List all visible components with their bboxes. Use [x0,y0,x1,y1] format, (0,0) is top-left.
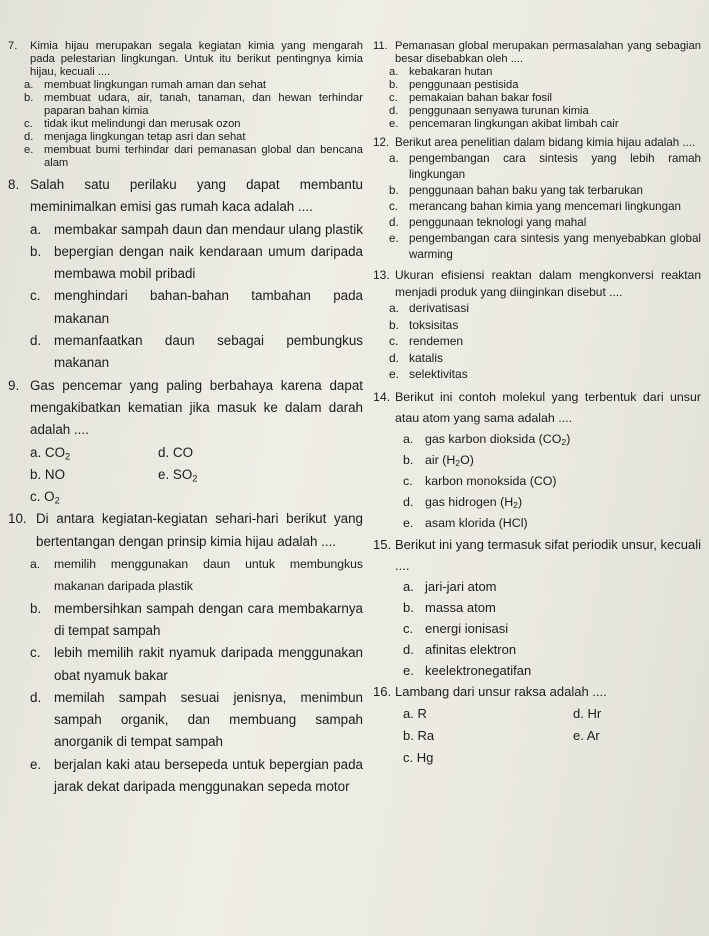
question-16 [373,681,701,770]
option-e: e. membuat bumi terhindar dari pemanasan global dan bencana alam [24,144,363,169]
option-b: b. membersihkan sampah dengan cara membakarnya di tempat sampah [30,600,363,638]
question-9 [8,375,363,509]
option-d: d. memanfaatkan daun sebagai pembungkus makanan [30,333,363,371]
question-number: 11. [373,40,388,52]
option-d: d. penggunaan senyawa turunan kimia [389,105,589,117]
question-8 [8,174,363,375]
question-text: Salah satu perilaku yang dapat membantu meminimalkan emisi gas rumah kaca adalah .... [30,177,363,215]
option-d: d. menjaga lingkungan tetap asri dan sehat [24,131,246,143]
option-e: e. keelektronegatifan [403,662,532,678]
question-15 [373,534,701,681]
question-text: Berikut area penelitian dalam bidang kimia hijau adalah .... [395,136,696,149]
option-d: d. gas hidrogen $(H_2)$ [403,494,523,510]
option-a: a. memilih menggunakan daun untuk membungkus makanan daripada plastik [30,557,363,594]
option-c: c. Hg [403,750,434,766]
option-d: d. Hr [573,705,602,721]
option-d: d. CO [158,444,193,460]
option-a: a. pengembangan cara sintesis yang lebih ramah lingkungan [389,152,701,181]
option-e: e. asam klorida (HCl) [403,515,528,530]
option-b: b. massa atom [403,599,496,615]
question-14 [373,387,701,534]
left-column [8,40,363,798]
option-d: d. afinitas elektron [403,641,517,657]
option-b: b. penggunaan bahan baku yang tak terbarukan [389,184,643,197]
option-c: c. menghindari bahan-bahan tambahan pada makanan [30,288,363,326]
question-10 [8,508,363,798]
question-text: Di antara kegiatan-kegiatan sehari-hari berikut yang bertentangan dengan prinsip kimia hijau adalah .... [36,511,363,549]
option-a: a. membakar sampah daun dan mendaur ulang plastik [30,221,363,237]
question-text: Ukuran efisiensi reaktan dalam mengkonversi reaktan menjadi produk yang diinginkan disebut .... [395,268,701,299]
question-number: 14. [373,389,391,404]
option-e: e. Ar [573,727,600,743]
question-text: Gas pencemar yang paling berbahaya karena dapat mengakibatkan kematian jika masuk ke dalam darah adalah .... [30,377,363,438]
question-number: 7. [8,40,18,52]
option-c: c. lebih memilih rakit nyamuk daripada menggunakan obat nyamuk bakar [30,645,363,683]
question-number: 8. [8,177,20,192]
option-c: c. pemakaian bahan bakar fosil [389,92,553,104]
question-13 [373,267,701,383]
option-a: a. membuat lingkungan rumah aman dan sehat [24,79,267,91]
option-a: a. jari-jari atom [403,578,497,594]
option-b: b. Ra [403,727,435,743]
right-column [373,40,701,769]
question-number: 16. [373,683,392,699]
option-b: b. penggunaan pestisida [389,79,519,91]
question-text: Pemanasan global merupakan permasalahan yang sebagian besar disebabkan oleh .... [395,40,701,65]
option-e: e. selektivitas [389,367,468,381]
question-text: Kimia hijau merupakan segala kegiatan kimia yang mengarah pada pelestarian lingkungan. Untuk itu berikut pentingnya kimia hijau, kecuali .... [30,40,363,78]
question-11 [373,40,701,131]
option-d: d. penggunaan teknologi yang mahal [389,216,587,229]
question-number: 12. [373,136,390,149]
option-c: c. merancang bahan kimia yang mencemari lingkungan [389,200,681,213]
question-text: Berikut ini yang termasuk sifat periodik unsur, kecuali .... [395,536,701,573]
option-b: b. toksisitas [389,317,459,332]
option-e: e. pengembangan cara sintesis yang menyebabkan global warming [389,232,701,261]
option-a: a. kebakaran hutan [389,66,493,78]
option-e: e. berjalan kaki atau bersepeda untuk bepergian pada jarak dekat daripada menggunakan sepeda motor [30,756,363,795]
option-c: c. $O_2$ [30,489,60,506]
option-d: d. katalis [389,350,444,365]
option-c: c. tidak ikut melindungi dan merusak ozon [24,118,241,130]
question-text: Lambang dari unsur raksa adalah .... [395,683,607,699]
option-c: c. rendemen [389,334,464,348]
option-e: e. pencemaran lingkungan akibat limbah cair [389,118,619,130]
option-b: b. air $(H_2O)$ [403,452,474,468]
option-c: c. karbon monoksida (CO) [403,473,557,488]
question-number: 15. [373,536,392,552]
question-text: Berikut ini contoh molekul yang terbentuk dari unsur atau atom yang sama adalah .... [395,389,701,425]
option-a: a. R [403,705,427,721]
question-number: 10. [8,511,27,527]
option-b: b. NO [30,466,65,482]
option-e: e. $SO_2$ [158,466,198,484]
question-7 [8,40,363,170]
option-b: b. bepergian dengan naik kendaraan umum daripada membawa mobil pribadi [30,243,363,282]
question-number: 9. [8,377,20,393]
option-a: a. gas karbon dioksida $(CO_2)$ [403,431,571,447]
option-a: a. derivatisasi [389,301,470,315]
option-a: a. $CO_2$ [30,444,71,461]
question-number: 13. [373,268,390,282]
option-b: b. membuat udara, air, tanah, tanaman, dan hewan terhindar paparan bahan kimia [24,92,363,117]
option-d: d. memilah sampah sesuai jenisnya, menimbun sampah organik, dan membuang sampah anorganik di tempat sampah [30,689,363,750]
option-c: c. energi ionisasi [403,620,509,636]
question-12 [373,135,701,263]
